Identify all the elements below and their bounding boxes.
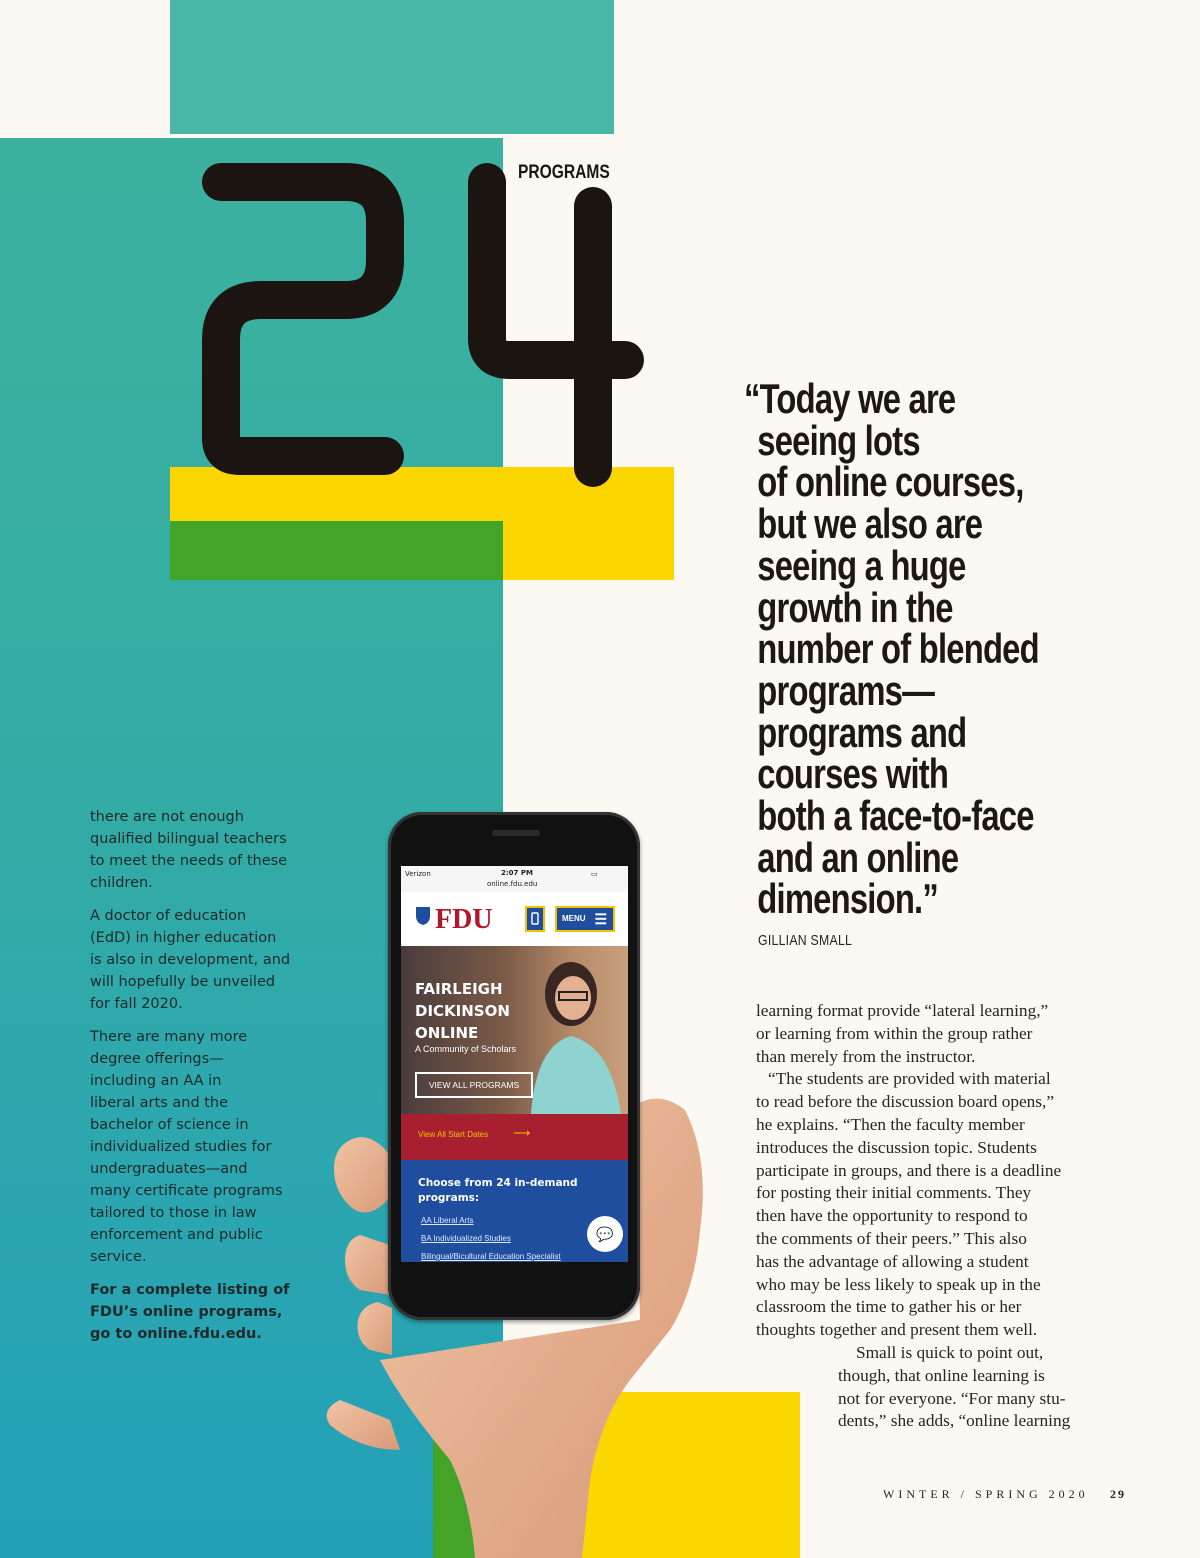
- paragraph: [90, 905, 290, 1015]
- text-line: undergraduates—and: [90, 1161, 248, 1177]
- text-line: tailored to those in law: [90, 1205, 257, 1221]
- paragraph: [90, 806, 290, 894]
- battery-icon: ▭: [591, 870, 598, 878]
- text-line: thoughts together and present them well.: [756, 1320, 1038, 1340]
- pull-quote: [744, 375, 1072, 923]
- hero-banner: [401, 946, 628, 1114]
- text-line: children.: [90, 875, 153, 891]
- big-number-24: [195, 150, 655, 495]
- text-line: learning format provide “lateral learning,”: [756, 1001, 1049, 1020]
- site-header: [401, 892, 628, 946]
- url-bar[interactable]: online.fdu.edu: [487, 880, 538, 888]
- text-line: classroom the time to gather his or her: [756, 1297, 1022, 1317]
- programs-label: PROGRAMS: [518, 162, 610, 183]
- text-line: FDU’s online programs,: [90, 1304, 283, 1320]
- text-line: will hopefully be unveiled: [90, 974, 276, 990]
- quote-line: programs—: [757, 666, 935, 714]
- quote-line: programs and: [757, 708, 967, 756]
- text-line: to read before the discussion board opens,”: [756, 1092, 1055, 1112]
- text-line: qualified bilingual teachers: [90, 831, 287, 847]
- text-line: A doctor of education: [90, 908, 247, 924]
- shield-icon: [415, 906, 431, 926]
- quote-line: dimension.”: [757, 875, 938, 923]
- text-line: There are many more: [90, 1029, 248, 1045]
- phone-icon: [527, 908, 543, 930]
- text-line: go to online.fdu.edu.: [90, 1326, 262, 1342]
- paragraph: [90, 1026, 290, 1268]
- text-line: (EdD) in higher education: [90, 930, 277, 946]
- text-line: then have the opportunity to respond to: [756, 1206, 1028, 1226]
- text-line: for posting their initial comments. They: [756, 1183, 1032, 1203]
- arrow-right-icon: ⟶: [513, 1126, 531, 1140]
- hero-title: [415, 978, 510, 1044]
- page-number: 29: [1110, 1487, 1126, 1501]
- programs-section: [401, 1160, 628, 1262]
- green-block: [170, 521, 503, 580]
- text-line: For a complete listing of: [90, 1282, 290, 1298]
- quote-line: of online courses,: [757, 458, 1024, 506]
- text-line: has the advantage of allowing a student: [756, 1251, 1029, 1271]
- text-line: than merely from the instructor.: [756, 1046, 976, 1066]
- text-line: liberal arts and the: [90, 1095, 229, 1111]
- text-line: who may be less likely to speak up in the: [756, 1274, 1041, 1294]
- clock: 2:07 PM: [501, 869, 533, 877]
- text-line: bachelor of science in: [90, 1117, 249, 1133]
- quote-line: but we also are: [757, 500, 983, 548]
- carrier-label: Verizon: [405, 870, 431, 878]
- text-line: not for everyone. “For many stu-: [838, 1388, 1066, 1408]
- hero-subtitle: A Community of Scholars: [415, 1044, 517, 1054]
- quote-line: and an online: [757, 833, 959, 881]
- program-link[interactable]: AA Liberal Arts: [421, 1216, 474, 1225]
- phone-speaker: [492, 830, 540, 836]
- start-dates-link[interactable]: View All Start Dates: [418, 1130, 489, 1139]
- teal-block-top: [170, 0, 614, 134]
- text-line: dents,” she adds, “online learning: [838, 1411, 1071, 1431]
- view-all-programs-button[interactable]: VIEW ALL PROGRAMS: [415, 1072, 533, 1098]
- quote-line: seeing lots: [757, 416, 920, 464]
- start-dates-bar: [401, 1114, 628, 1160]
- quote-line: seeing a huge: [757, 541, 966, 589]
- text-line: to meet the needs of these: [90, 853, 288, 869]
- text-line: introduces the discussion topic. Students: [756, 1137, 1037, 1157]
- programs-heading: Choose from 24 in-demand programs:: [418, 1177, 578, 1204]
- text-line: service.: [90, 1249, 147, 1265]
- call-button[interactable]: [525, 906, 545, 932]
- quote-attribution: GILLIAN SMALL: [758, 932, 853, 949]
- body-column-text: [756, 1000, 1071, 1433]
- status-bar: [401, 866, 628, 892]
- quote-line: “Today we are: [744, 375, 956, 422]
- text-line: many certificate programs: [90, 1183, 283, 1199]
- text-line: is also in development, and: [90, 952, 291, 968]
- quote-line: both a face-to-face: [757, 792, 1034, 840]
- quote-line: growth in the: [757, 583, 953, 631]
- text-line: the comments of their peers.” This also: [756, 1228, 1027, 1248]
- text-line: he explains. “Then the faculty member: [756, 1114, 1025, 1134]
- hero-title-line: ONLINE: [415, 1024, 479, 1042]
- text-line: Small is quick to point out,: [856, 1342, 1044, 1362]
- text-line: though, that online learning is: [838, 1365, 1045, 1385]
- text-line: including an AA in: [90, 1073, 222, 1089]
- text-line: for fall 2020.: [90, 996, 183, 1012]
- text-line: degree offerings—: [90, 1051, 224, 1067]
- hamburger-icon: ☰: [594, 911, 607, 927]
- left-column-text: [90, 806, 290, 1356]
- text-line: there are not enough: [90, 809, 244, 825]
- text-line: enforcement and public: [90, 1227, 263, 1243]
- text-line: participate in groups, and there is a deadline: [756, 1160, 1062, 1180]
- program-link[interactable]: Bilingual/Bicultural Education Specialist: [421, 1252, 561, 1261]
- text-line: “The students are provided with material: [768, 1069, 1051, 1089]
- hero-title-line: FAIRLEIGH: [415, 980, 503, 998]
- menu-button[interactable]: [555, 906, 615, 932]
- hero-title-line: DICKINSON: [415, 1002, 510, 1020]
- quote-line: number of blended: [757, 625, 1039, 673]
- issue-label: WINTER / SPRING 2020: [883, 1487, 1089, 1501]
- text-line: individualized studies for: [90, 1139, 272, 1155]
- quote-line: courses with: [757, 750, 949, 798]
- text-line: or learning from within the group rather: [756, 1023, 1033, 1043]
- chat-icon[interactable]: 💬: [587, 1216, 623, 1252]
- listing-callout: [90, 1279, 290, 1345]
- fdu-logo[interactable]: FDU: [435, 904, 493, 935]
- phone-screen: [401, 866, 628, 1262]
- menu-label: MENU: [562, 914, 586, 923]
- program-link[interactable]: BA Individualized Studies: [421, 1234, 511, 1243]
